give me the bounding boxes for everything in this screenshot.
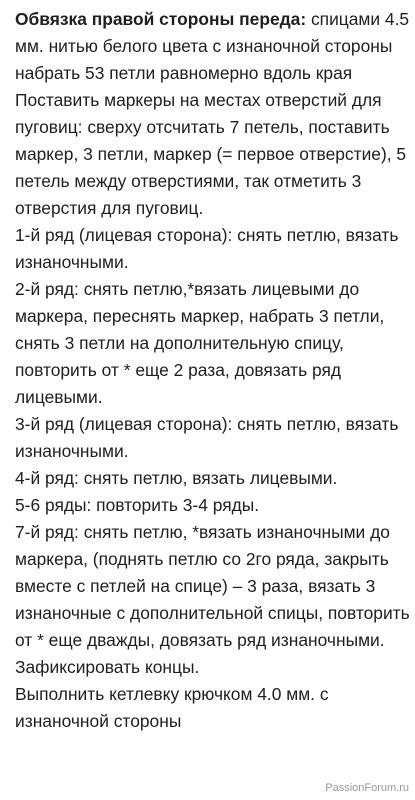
paragraph-rows-5-6: 5-6 ряды: повторить 3-4 ряды.	[15, 495, 260, 515]
paragraph-fasten: Зафиксировать концы.	[15, 657, 200, 677]
heading-text: спицами 4.5 мм. нитью белого цвета с изнаночной стороны набрать 53 петли равномерно вдоль края	[15, 9, 410, 83]
instructions-text	[15, 6, 411, 735]
paragraph-crochet: Выполнить кетлевку крючком 4.0 мм. с изнаночной стороны	[15, 684, 329, 731]
paragraph-markers: Поставить маркеры на местах отверстий для пуговиц: сверху отсчитать 7 петель, поставить маркер, 3 петли, маркер (= первое отверстие), 5 петель между отверстиями, так отметить 3 отверстия для пуговиц.	[15, 90, 407, 218]
paragraph-row-1: 1-й ряд (лицевая сторона): снять петлю, вязать изнаночными.	[15, 225, 399, 272]
section-heading: Обвязка правой стороны переда:	[15, 9, 307, 29]
heading-paragraph	[15, 6, 411, 87]
paragraph-row-4: 4-й ряд: снять петлю, вязать лицевыми.	[15, 468, 338, 488]
paragraph-row-2: 2-й ряд: снять петлю,*вязать лицевыми до маркера, переснять маркер, набрать 3 петли, снять 3 петли на дополнительную спицу, повторить от * еще 2 раза, довязать ряд лицевыми.	[15, 279, 385, 407]
watermark: PassionForum.ru	[325, 782, 409, 794]
paragraph-row-3: 3-й ряд (лицевая сторона): снять петлю, вязать изнаночными.	[15, 414, 399, 461]
paragraph-row-7: 7-й ряд: снять петлю, *вязать изнаночными до маркера, (поднять петлю со 2го ряда, закрыть вместе с петлей на спице) – 3 раза, вязать 3 изнаночные с дополнительной спицы, повторить от * еще дважды, довязать ряд изнаночными.	[15, 522, 410, 650]
